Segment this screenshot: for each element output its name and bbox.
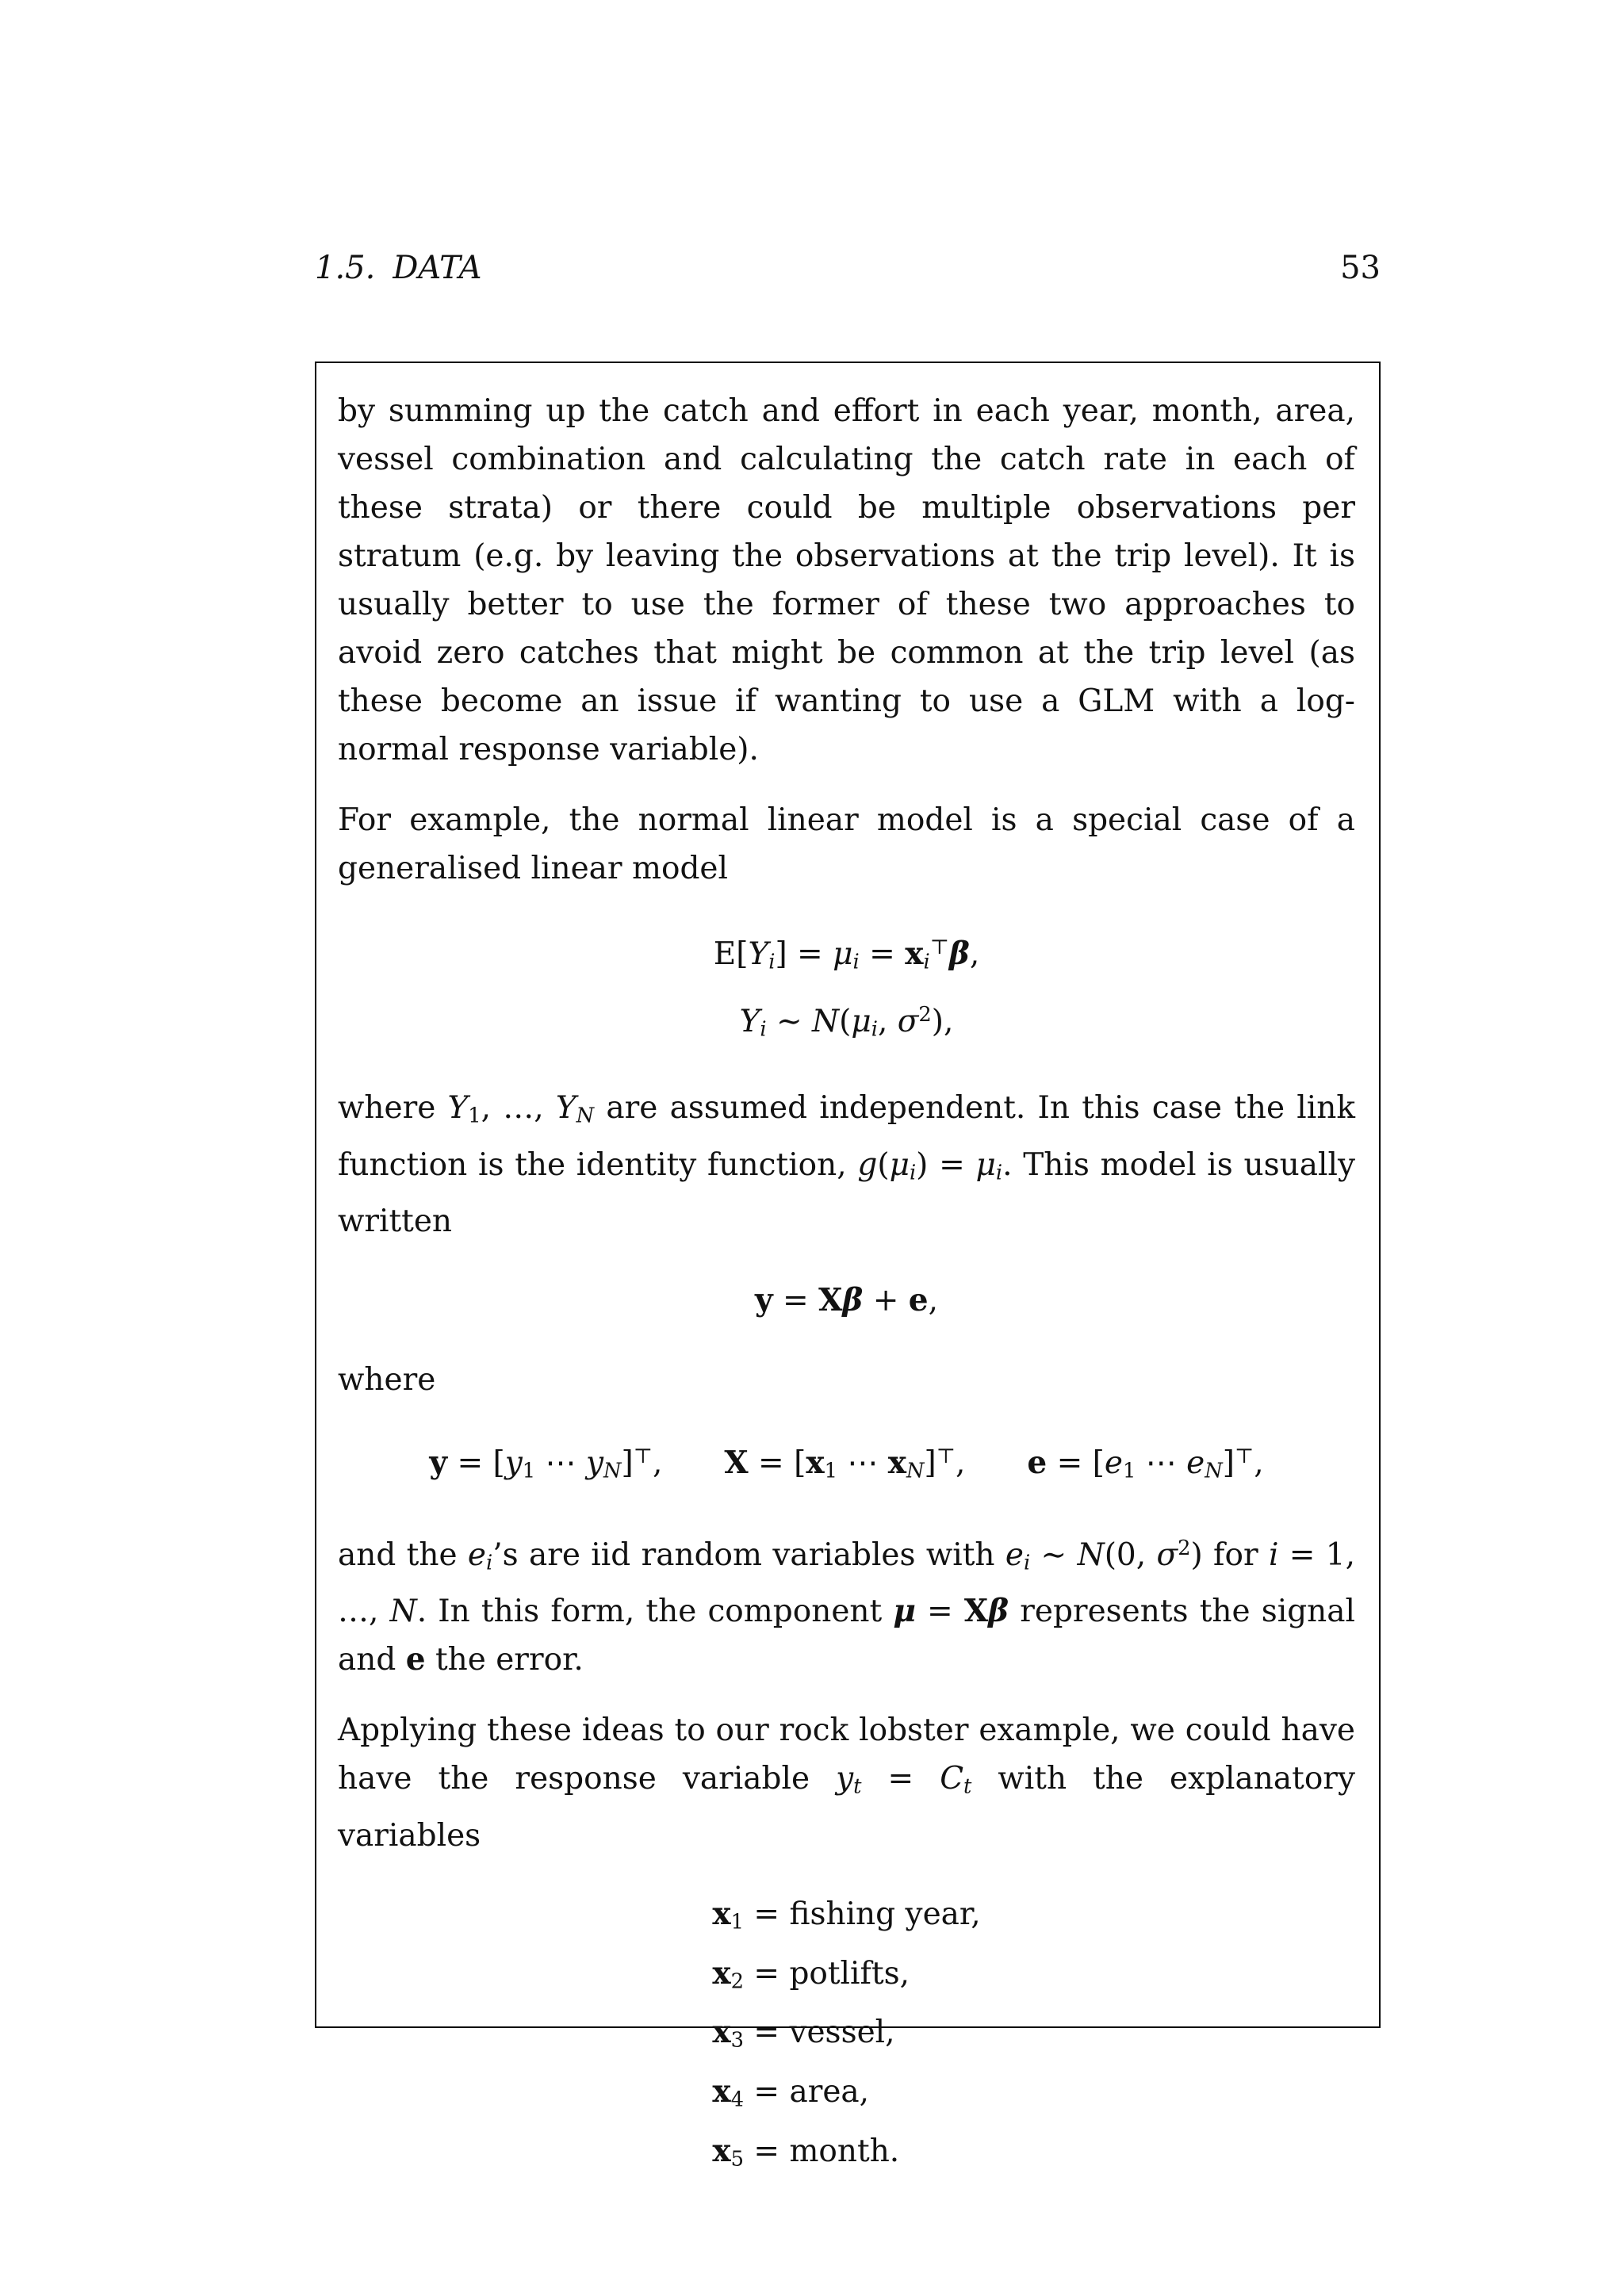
paragraph-where: where — [338, 1362, 436, 1399]
text-run: ⊤ — [1235, 1445, 1254, 1469]
section-heading — [315, 249, 481, 287]
text-run: μ — [851, 1003, 871, 1039]
text-run: i — [909, 1161, 917, 1185]
page-number: 53 — [1340, 250, 1381, 286]
text-run: ⋯ — [1136, 1445, 1187, 1482]
equation-line-x2 — [712, 1948, 980, 2007]
equation-normal-model — [338, 921, 1355, 1055]
text-run: X — [818, 1282, 843, 1319]
text-run: are assumed independent. In this case the link function is the identity function, — [338, 1090, 1355, 1183]
text-run: = fishing year, — [743, 1896, 981, 1933]
text-run: ∼ — [766, 1003, 813, 1039]
text-run: i — [768, 950, 776, 974]
text-run: = 1, …, — [338, 1536, 1356, 1630]
text-run: e — [1186, 1445, 1205, 1482]
text-run: ] — [621, 1445, 634, 1482]
text-run: N — [906, 1459, 925, 1483]
text-run: y — [504, 1445, 523, 1482]
equation-group-e-vector — [1027, 1433, 1263, 1496]
text-run: , — [1254, 1445, 1264, 1482]
text-run: x — [712, 2132, 731, 2169]
text-run: = vessel, — [743, 2015, 895, 2051]
text-run: . This model is usually written — [338, 1146, 1355, 1240]
text-run: , — [955, 1445, 966, 1482]
text-run: 2 — [1178, 1536, 1191, 1560]
framed-text-box — [315, 362, 1381, 2172]
equation-group-y-vector — [429, 1433, 662, 1496]
text-run: Y — [748, 936, 769, 972]
text-run: t — [963, 1775, 972, 1800]
text-run: N — [1205, 1459, 1223, 1483]
text-run: = [ — [447, 1445, 505, 1482]
text-run: = — [915, 1594, 964, 1630]
text-run: and the — [338, 1536, 468, 1573]
text-run: = — [772, 1283, 819, 1319]
text-run: e — [467, 1536, 486, 1573]
text-run: , …, — [481, 1090, 556, 1127]
text-run: x — [712, 1896, 731, 1933]
text-run: μ — [975, 1146, 996, 1183]
equation-line-x1 — [712, 1888, 980, 1948]
section-title: DATA — [393, 250, 482, 286]
text-run: 1 — [468, 1104, 481, 1128]
text-run: ∼ — [1030, 1536, 1078, 1573]
text-run: x — [806, 1445, 825, 1482]
text-run: N — [603, 1459, 622, 1483]
text-run: x — [712, 2014, 731, 2051]
text-run: β — [842, 1282, 864, 1319]
text-run: 2 — [918, 1002, 932, 1027]
text-run: y — [585, 1445, 603, 1482]
text-run: x — [887, 1445, 907, 1482]
equation-vectors — [338, 1433, 1355, 1496]
text-run: ⋯ — [535, 1445, 586, 1482]
text-run: y — [754, 1282, 773, 1319]
text-run: y — [429, 1445, 448, 1482]
text-run: E[ — [713, 936, 749, 972]
equation-line-x4 — [712, 2066, 980, 2126]
page-header — [315, 249, 1381, 287]
text-run: (0, — [1104, 1536, 1157, 1573]
text-run: x — [712, 2073, 731, 2110]
text-run: t — [853, 1775, 862, 1800]
text-run: X — [724, 1445, 749, 1482]
text-run: g — [857, 1146, 878, 1183]
text-run: = area, — [743, 2074, 870, 2110]
text-run: ’s are iid random variables with — [492, 1536, 1005, 1573]
paragraph-glm-intro: For example, the normal linear model is a special case of a generalised linear model — [338, 802, 1355, 886]
text-run: = potlifts, — [743, 1955, 910, 1992]
text-run: C — [940, 1761, 964, 1797]
text-run: N — [389, 1594, 417, 1630]
text-run: σ — [1156, 1536, 1178, 1573]
text-run: ⋯ — [837, 1445, 888, 1482]
text-run: Applying these ideas to our rock lobster example, we could have have the response variable — [338, 1712, 1355, 1797]
text-run: i — [1023, 1551, 1031, 1575]
text-run: ( — [839, 1003, 852, 1039]
equation-line-distribution — [338, 989, 1355, 1056]
text-run: 1 — [824, 1459, 837, 1483]
text-run: with the explanatory variables — [338, 1761, 1355, 1854]
text-run: x — [712, 1954, 731, 1992]
text-run: β — [988, 1593, 1009, 1630]
text-run: N — [1077, 1536, 1105, 1573]
text-run: , — [928, 1283, 939, 1319]
text-run: X — [963, 1593, 989, 1630]
text-run: N — [576, 1104, 595, 1128]
text-run: i — [760, 1017, 767, 1042]
text-run: e — [1104, 1445, 1123, 1482]
text-run: i — [1268, 1536, 1279, 1573]
text-run: β — [948, 935, 970, 972]
text-run: ] — [924, 1445, 936, 1482]
paragraph-error-terms — [338, 1525, 1355, 1685]
text-run: e — [1005, 1536, 1024, 1573]
text-run: y — [836, 1761, 854, 1797]
text-run: μ — [889, 1146, 910, 1183]
text-run: where — [338, 1090, 448, 1127]
text-run: = — [859, 936, 906, 972]
text-run: = [ — [748, 1445, 806, 1482]
text-run: ⊤ — [929, 936, 949, 959]
text-run: 1 — [1122, 1459, 1136, 1483]
text-run: 2 — [730, 1969, 744, 1994]
text-run: e — [908, 1282, 929, 1319]
text-run: ), — [931, 1003, 954, 1039]
text-run: , — [652, 1445, 663, 1482]
text-run: σ — [897, 1003, 919, 1039]
text-run: . In this form, the component — [416, 1594, 894, 1630]
text-run: Y — [739, 1003, 760, 1039]
text-run: = month. — [743, 2133, 900, 2169]
text-run: = [ — [1047, 1445, 1105, 1482]
section-number: 1.5. — [315, 250, 376, 286]
paragraph-catch-effort: by summing up the catch and effort in each year, month, area, vessel combination and calculating the catch rate in each of these strata) or there could be multiple observations per stratum (e.g. by leaving the observations at the trip level). It is usually better to use the former of these two approaches to avoid zero catches that might be common at the trip level (as these become an issue if wanting to use a GLM with a log-normal response variable). — [338, 393, 1355, 767]
text-run: represents the signal and — [338, 1594, 1356, 1678]
text-run: ] = — [775, 936, 833, 972]
text-run: N — [812, 1003, 840, 1039]
text-run: , — [877, 1003, 898, 1039]
text-run: i — [995, 1161, 1003, 1185]
text-run: μ — [833, 936, 853, 972]
text-run: ) for — [1190, 1536, 1269, 1573]
paragraph-independence — [338, 1084, 1355, 1246]
text-run: ⊤ — [936, 1445, 956, 1469]
text-run: , — [969, 936, 980, 972]
equation-line-expectation — [338, 921, 1355, 989]
text-run: ] — [1222, 1445, 1235, 1482]
text-run: Y — [447, 1090, 469, 1127]
equation-line-x3 — [712, 2007, 980, 2066]
text-run: e — [1027, 1445, 1048, 1482]
text-run: Y — [555, 1090, 576, 1127]
text-run: i — [486, 1551, 493, 1575]
text-run: i — [871, 1017, 878, 1042]
text-run: 1 — [730, 1910, 744, 1934]
text-run: x — [905, 935, 924, 972]
text-run: the error. — [425, 1642, 584, 1678]
text-run: e — [405, 1641, 426, 1678]
text-run: = — [861, 1761, 940, 1797]
text-run: i — [852, 950, 860, 974]
text-run: 3 — [730, 2029, 744, 2053]
text-run: ( — [877, 1146, 890, 1183]
equation-group-x-matrix — [724, 1433, 965, 1496]
text-run: 1 — [522, 1459, 536, 1483]
text-run: 5 — [730, 2147, 744, 2172]
text-run: μ — [893, 1593, 916, 1630]
text-run: 4 — [730, 2087, 744, 2112]
equation-matrix-form — [338, 1274, 1355, 1327]
text-run: + — [863, 1283, 909, 1319]
text-run: i — [923, 950, 930, 974]
text-run: ⊤ — [633, 1445, 653, 1469]
equation-line-x5 — [712, 2126, 980, 2185]
text-run: ) = — [916, 1146, 976, 1183]
paragraph-lobster-example — [338, 1706, 1355, 1860]
equation-explanatory-variables — [712, 1888, 980, 2184]
